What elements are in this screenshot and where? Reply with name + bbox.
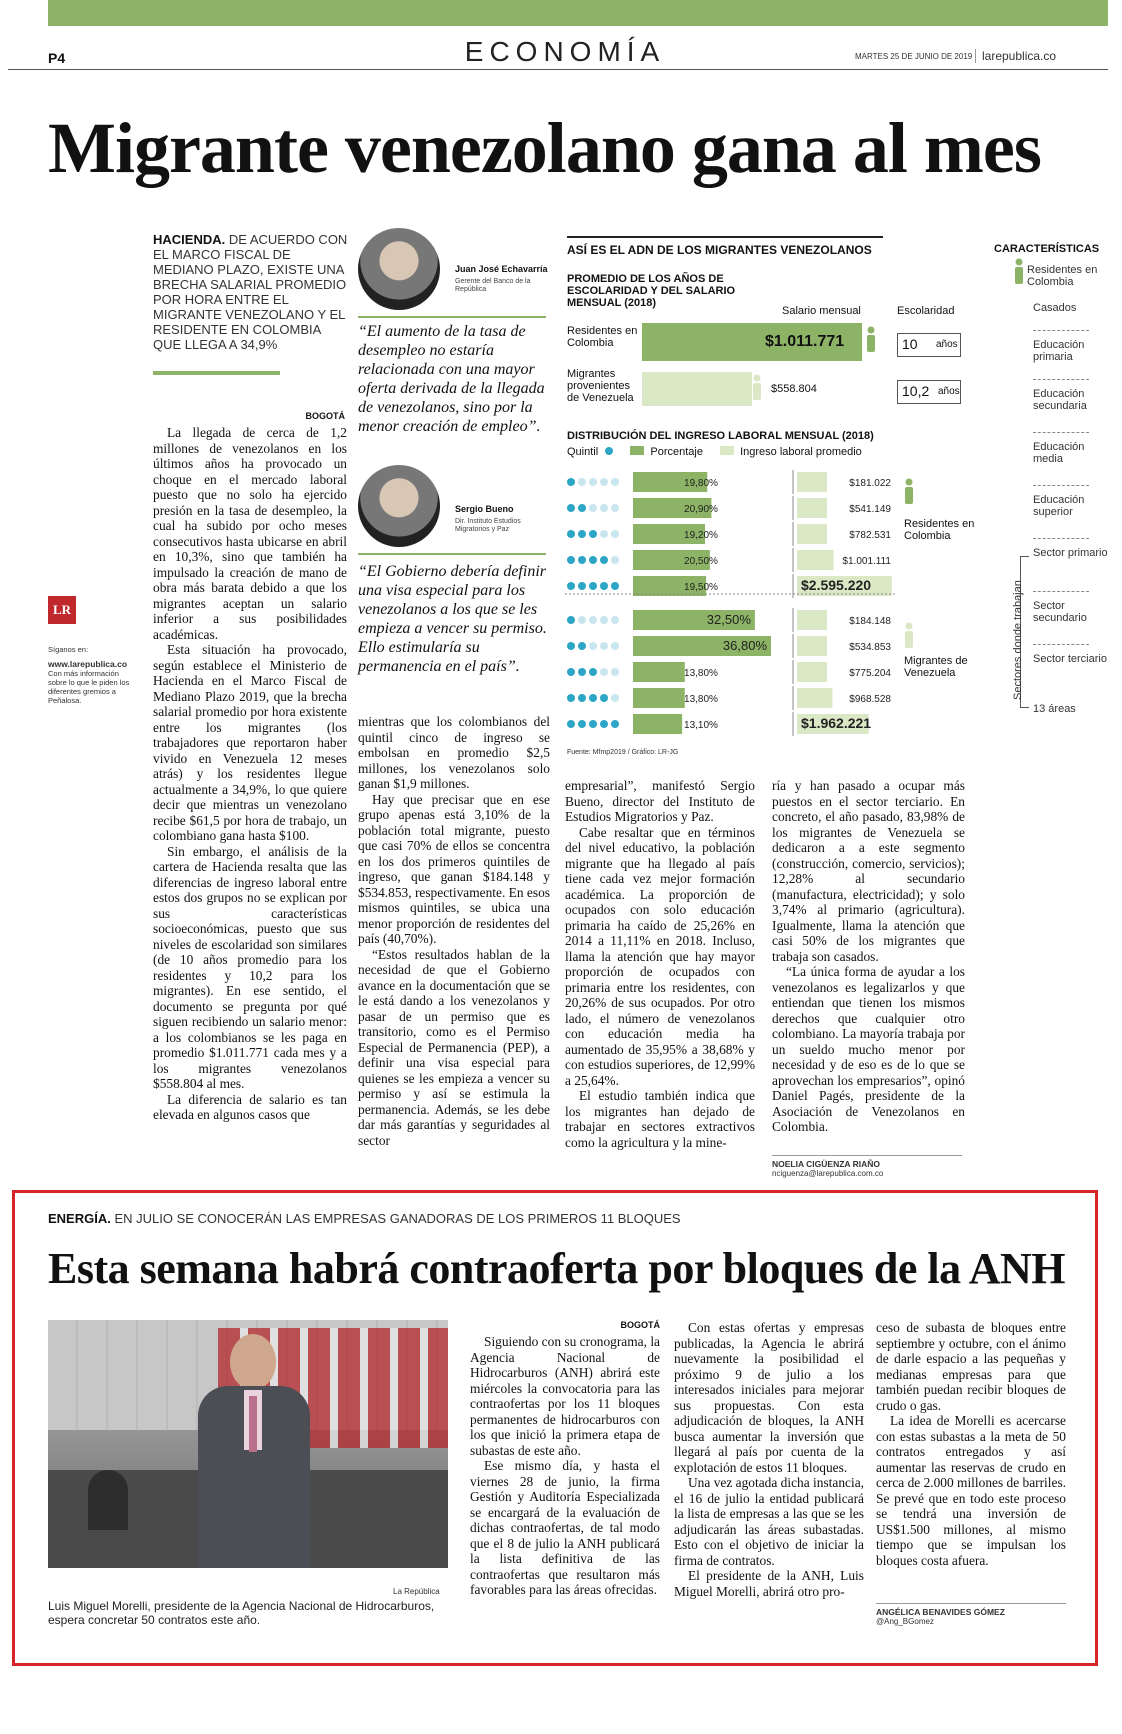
paragraph: “La única forma de ayudar a los venezolanos es legalizarlos y que entiendan que tienen los mismos derechos que cualquier otro colombiano. La mayoría trabaja por un sueldo mucho menor por necesidad y de eso es de lo que se aprovechan los empresarios”, opinó Daniel Pagés, presidente de la Asociación de Venezolanos en Colombia. xyxy=(772,964,965,1134)
section-title: ECONOMÍA xyxy=(464,36,666,67)
paragraph: ceso de subasta de bloques entre septiembre y octubre, con el ánimo de darle espacio a las pequeñas y medianas empresas para que también puedan recibir bloques de crudo o gas. xyxy=(876,1320,1066,1413)
quintile-dot xyxy=(589,616,597,624)
pct-label: 13,10% xyxy=(684,720,718,731)
quintile-dot xyxy=(611,504,619,512)
quintile-dot xyxy=(611,530,619,538)
income-label: $534.853 xyxy=(849,642,891,653)
article-deck xyxy=(153,232,349,352)
pct-label: 19,80% xyxy=(684,478,718,489)
quintile-dot xyxy=(600,556,608,564)
quintile-dot xyxy=(611,478,619,486)
article-column-4 xyxy=(772,778,965,1135)
quintile-dot xyxy=(600,694,608,702)
issue-date: MARTES 25 DE JUNIO DE 2019 xyxy=(855,52,973,61)
photo-credit: La República xyxy=(393,1587,440,1596)
income-bar xyxy=(797,498,827,518)
chart-title: ASÍ ES EL ADN DE LOS MIGRANTES VENEZOLANOS xyxy=(567,243,872,257)
pct-label: 19,50% xyxy=(684,582,718,593)
pct-label: 20,50% xyxy=(684,556,718,567)
quintile-dot xyxy=(589,504,597,512)
quintile-dot xyxy=(600,668,608,676)
deck-text: DE ACUERDO CON EL MARCO FISCAL DE MEDIANO PLAZO, EXISTE UNA BRECHA SALARIAL PROMEDIO POR HORA ENTRE EL MIGRANTE VENEZOLANO Y EL RESIDENTE EN COLOMBIA QUE LLEGA A 34,9% xyxy=(153,232,348,352)
characteristics-title: CARACTERÍSTICAS xyxy=(994,243,1100,255)
quintile-dot xyxy=(567,694,575,702)
char-item: Sector secundario xyxy=(1033,600,1087,624)
person-icon xyxy=(904,622,914,648)
quintile-dot xyxy=(578,556,586,564)
legend-swatch-icon xyxy=(630,446,644,455)
income-label: $782.531 xyxy=(849,530,891,541)
quintile-dot xyxy=(567,668,575,676)
paragraph: empresarial”, manifestó Sergio Bueno, director del Instituto de Estudios Migratorios y Paz. xyxy=(565,778,755,824)
quintile-dot xyxy=(611,668,619,676)
quintile-dot xyxy=(567,582,575,590)
quintile-dot xyxy=(567,720,575,728)
chart-subtitle-dist: DISTRIBUCIÓN DEL INGRESO LABORAL MENSUAL (2018) xyxy=(567,430,874,442)
quintile-dot xyxy=(567,478,575,486)
quintile-dot xyxy=(589,642,597,650)
quote-rule xyxy=(358,553,546,555)
school-unit: años xyxy=(938,386,960,397)
dateline: BOGOTÁ xyxy=(305,411,345,421)
page-title: Migrante venezolano gana al mes xyxy=(48,108,1041,188)
quintile-dot xyxy=(611,616,619,624)
quintile-dot xyxy=(589,694,597,702)
quintile-dot xyxy=(611,642,619,650)
sector-bracket-label: Sectores donde trabajan xyxy=(1012,580,1024,700)
quintile-dot xyxy=(600,720,608,728)
col-salary-label: Salario mensual xyxy=(782,305,861,317)
quintile-dot xyxy=(567,530,575,538)
char-item: Educación superior xyxy=(1033,494,1085,518)
quote2-attribution xyxy=(455,504,555,534)
group-label-migrantes: Migrantes de Venezuela xyxy=(904,655,968,679)
quintile-dot xyxy=(578,642,586,650)
article2-kicker xyxy=(48,1211,681,1226)
header-rule xyxy=(8,69,1108,70)
pct-label: 13,80% xyxy=(684,694,718,705)
income-bar xyxy=(797,688,832,708)
byline-name: ANGÉLICA BENAVIDES GÓMEZ xyxy=(876,1607,1005,1617)
quintile-dot xyxy=(567,504,575,512)
quintile-dot xyxy=(600,642,608,650)
char-item: Educación secundaria xyxy=(1033,388,1087,412)
byline xyxy=(772,1155,962,1178)
page-number: P4 xyxy=(48,50,66,66)
school-box-migrantes xyxy=(897,380,961,404)
group-label-residentes: Residentes en Colombia xyxy=(904,518,975,542)
school-unit: años xyxy=(936,339,958,350)
quintile-dot xyxy=(578,530,586,538)
char-item: Sector terciario xyxy=(1033,653,1107,665)
pct-label: 36,80% xyxy=(722,638,767,653)
quintile-dot xyxy=(567,642,575,650)
pct-label: 19,20% xyxy=(684,530,718,541)
quintile-dot xyxy=(578,582,586,590)
income-bar xyxy=(797,472,827,492)
quote2-role: Dir. Instituto Estudios Migratorios y Paz xyxy=(455,518,521,533)
chart-subtitle-top: PROMEDIO DE LOS AÑOS DE ESCOLARIDAD Y DEL SALARIO MENSUAL (2018) xyxy=(567,273,736,309)
quintile-dot xyxy=(611,556,619,564)
quote2-text: “El Gobierno debería definir una visa especial para los venezolanos a los que se les empieza a vencer su permiso. Ello estimularía su permanencia en el país”. xyxy=(358,563,547,675)
pct-label: 32,50% xyxy=(706,612,751,627)
paragraph: Cabe resaltar que en términos del nivel educativo, la población migrante que ha llegado al país tiene cada vez mejor formación académica. La proporción de ocupados con solo educación primaria ha caído de 25,26% en 2014 a 11,11% en 2018. Incluso, llama la atención que hay mayor proporción de ocupados con primaria entre los residentes, con 20,26% de sus ocupados. Por otro lado, el número de venezolanos con educación media ha aumentado de 35,95% a 38,68% y con estudios superiores, de 12,99% a 25,64%. xyxy=(565,824,755,1088)
quintile-dot xyxy=(589,556,597,564)
paragraph: ría y han pasado a ocupar más puestos en el sector terciario. En concreto, el año pasado, 83,98% de los migrantes de Venezuela se dedicaron a a este segmento (construcción, comercio, servicios); 12,28% al secundario (manufactura, electricidad); y solo 3,74% al primario (agricultura). Igualmente, llama la atención que casi 50% de los migrantes que trabaja son casados. xyxy=(772,778,965,964)
quintile-dot xyxy=(578,616,586,624)
school-years-migrantes: 10,2 xyxy=(902,383,930,399)
income-label: $541.149 xyxy=(849,504,891,515)
quintile-dot xyxy=(600,504,608,512)
quintile-dot xyxy=(611,694,619,702)
quintile-dot xyxy=(578,668,586,676)
deck-rule xyxy=(153,371,280,375)
legend-ingreso: Ingreso laboral promedio xyxy=(740,446,862,458)
paragraph: mientras que los colombianos del quintil cinco de ingreso se embolsan en promedio $2,5 millones, los venezolanos solo ganan $1,9 millones. xyxy=(358,714,550,791)
char-item: Educación media xyxy=(1033,441,1085,465)
paragraph: Sin embargo, el análisis de la cartera de Hacienda resalta que las diferencias de ingreso laboral entre estos dos grupos no se explican por sus características socioeconómicas, puesto que sus niveles de escolaridad son similares (de 10 años promedio para los residentes y 10,2 para los migrantes). En ese sentido, el documento se pregunta por qué siguen recibiendo un salario menor: a los colombianos se les paga en promedio $1.011.771 cada mes y a los migrantes venezolanos $558.804 al mes. xyxy=(153,843,347,1091)
income-label: $968.528 xyxy=(849,694,891,705)
paragraph: El presidente de la ANH, Luis Miguel Morelli, abrirá otro pro- xyxy=(674,1568,864,1599)
pct-bar xyxy=(633,662,685,682)
legend-dot-icon xyxy=(605,447,613,455)
quintile-dot xyxy=(600,530,608,538)
quote-rule xyxy=(358,316,546,318)
deck-kicker: HACIENDA. xyxy=(153,232,226,247)
salary-bar-migrantes xyxy=(642,372,752,406)
byline-handle[interactable]: @Ang_BGomez xyxy=(876,1617,934,1626)
income-bar xyxy=(797,636,827,656)
person-icon xyxy=(752,374,762,400)
chart-source: Fuente: Mfmp2019 / Gráfico: LR-JG xyxy=(567,749,679,756)
paragraph: La llegada de cerca de 1,2 millones de venezolanos en los últimos años ha provocado un choque en el mercado laboral puesto que no solo ha ejercido presión en la tasa de desempleo, la cual ha subido por ocho meses consecutivos hasta ubicarse en abril en 10,3%, sino que también ha impulsado la creación de mano de obra más barata debido a que los migrantes aceptan un salario inferior a sus posibilidades académicas. xyxy=(153,425,347,642)
salary-value-residentes: $1.011.771 xyxy=(765,333,845,350)
quintile-dot xyxy=(611,720,619,728)
income-label: $775.204 xyxy=(849,668,891,679)
person-icon xyxy=(904,478,914,504)
sidebar-note xyxy=(48,645,136,705)
paragraph: “Estos resultados hablan de la necesidad de que el Gobierno avance en la documentación que se le está dando a los venezolanos y pasar de un permiso que es transitorio, como es el Permiso Especial de Permanencia (PEP), a definir una visa especial para quienes se les empieza a vencer su permiso y así se estimula la permanencia. Además, se les debe dar más garantías y seguridades al sector xyxy=(358,946,550,1148)
legend-porcentaje: Porcentaje xyxy=(650,446,703,458)
char-item: 13 áreas xyxy=(1033,703,1076,715)
portrait-juan-jose-echavarria xyxy=(358,228,440,310)
school-years-residentes: 10 xyxy=(902,336,918,352)
article2-column-1 xyxy=(470,1334,660,1598)
article-column-2 xyxy=(358,714,550,1148)
top-color-bar xyxy=(48,0,1108,26)
quote1-attribution xyxy=(455,264,555,294)
lr-logo: LR xyxy=(48,596,76,624)
person-icon xyxy=(1014,258,1024,284)
article2-column-2 xyxy=(674,1320,864,1599)
person-icon xyxy=(866,326,876,352)
paragraph: La diferencia de salario es tan elevada en algunos casos que xyxy=(153,1091,347,1122)
portrait-sergio-bueno xyxy=(358,465,440,547)
income-bar xyxy=(797,610,827,630)
quintile-dot xyxy=(578,478,586,486)
follow-url[interactable]: www.larepublica.co xyxy=(48,659,128,669)
char-item: Educación primaria xyxy=(1033,339,1085,363)
follow-label: Síganos en: xyxy=(48,645,89,654)
pct-bar xyxy=(633,714,682,734)
quintile-dot xyxy=(600,616,608,624)
dist-legend xyxy=(567,446,907,458)
quintile-dot xyxy=(567,616,575,624)
distribution-chart xyxy=(565,464,965,752)
pct-bar xyxy=(633,688,685,708)
quote1-text: “El aumento de la tasa de desempleo no estaría relacionada con una mayor oferta derivada de la llegada de venezolanos, sino por la menor creación de empleo”. xyxy=(358,323,545,435)
quintile-dot xyxy=(600,582,608,590)
row-label-migrantes: Migrantes provenientes de Venezuela xyxy=(567,368,634,404)
paragraph: Con estas ofertas y empresas publicadas, la Agencia le abrirá nuevamente la posibilidad el próximo 9 de julio a los interesados iniciales para mejorar sus propuestas. Con esta adjudicación de bloques, la ANH busca aumentar la inversión que llegará al país por cuenta de la explotación de estos 11 bloques. xyxy=(674,1320,864,1475)
article-column-1 xyxy=(153,425,347,1123)
quintile-dot xyxy=(589,668,597,676)
legend-quintil: Quintil xyxy=(567,446,599,458)
kicker-label: ENERGÍA. xyxy=(48,1211,111,1226)
byline-email[interactable]: nciguenza@larepublica.com.co xyxy=(772,1169,884,1178)
col-school-label: Escolaridad xyxy=(897,305,955,317)
paragraph: El estudio también indica que los migrantes han dejado de trabajar en sectores extractivos como la agricultura y la mine- xyxy=(565,1088,755,1150)
kicker-text: EN JULIO SE CONOCERÁN LAS EMPRESAS GANADORAS DE LOS PRIMEROS 11 BLOQUES xyxy=(114,1211,681,1226)
paragraph: Esta situación ha provocado, según establece el Ministerio de Hacienda en el Marco Fiscal de Mediano Plazo 2019, que la brecha salarial promedio por hora existente entre los migrantes (los trabajadores que reportaron haber vivido en Venezuela 12 meses atrás) y los residentes llegue actualmente a 34,9%, lo que quiere decir que mientras un venezolano recibe $61,5 por hora de trabajo, un colombiano gana hasta $100. xyxy=(153,642,347,843)
quote2-name: Sergio Bueno xyxy=(455,504,514,514)
char-item: Casados xyxy=(1033,302,1077,314)
income-bar xyxy=(797,550,834,570)
article2-photo xyxy=(48,1320,448,1568)
income-label: $184.148 xyxy=(849,616,891,627)
quintile-dot xyxy=(589,478,597,486)
income-label: $1.001.111 xyxy=(842,556,891,567)
site-link[interactable]: larepublica.co xyxy=(975,49,1056,63)
quintile-dot xyxy=(567,556,575,564)
paragraph: Ese mismo día, y hasta el viernes 28 de junio, la firma Gestión y Auditoría Especializada se encargará de la evaluación de dichas contraofertas, de tal modo que el 8 de julio la ANH publicará la lista definitiva de las contraofertas que resultaron más favorables para las áreas ofrecidas. xyxy=(470,1458,660,1597)
pct-label: 20,90% xyxy=(684,504,718,515)
photo-caption: Luis Miguel Morelli, presidente de la Agencia Nacional de Hidrocarburos, espera concretar 50 contratos este año. xyxy=(48,1599,435,1627)
income-label: $1.962.221 xyxy=(801,715,872,731)
follow-note: Con más información sobre lo que le piden los diferentes gremios a Peñalosa. xyxy=(48,669,130,705)
quintile-dot xyxy=(578,504,586,512)
income-bar xyxy=(797,524,827,544)
byline-name: NOELIA CIGÜENZA RIAÑO xyxy=(772,1159,880,1169)
quote1-role: Gerente del Banco de la República xyxy=(455,278,531,293)
legend-swatch-icon xyxy=(720,446,734,455)
row-label-residentes: Residentes en Colombia xyxy=(567,325,638,349)
quintile-dot xyxy=(589,530,597,538)
quintile-dot xyxy=(578,720,586,728)
paragraph: La idea de Morelli es acercarse con estas subastas a la meta de 50 contratos entregados y así aumentar las reservas de crudo en cerca de 2.000 millones de barriles. Se prevé que en todo este proceso se tendrá una inversión de US$1.500 millones, al mismo tiempo que se impulsan los bloques costa afuera. xyxy=(876,1413,1066,1568)
article2-headline: Esta semana habrá contraoferta por bloques de la ANH xyxy=(48,1244,1065,1293)
quote1-name: Juan José Echavarría xyxy=(455,264,548,274)
characteristics-legend: Residentes en Colombia xyxy=(1027,264,1098,288)
paragraph: Hay que precisar que en ese grupo apenas está 3,10% de la población total migrante, puesto que casi 70% de ellos se concentra en los dos primeros quintiles de ingreso, que ganan $184.148 y $534.853, respectivamente. En esos mismos quintiles, se ubica una menor proporción de residentes del país (40,70%). xyxy=(358,791,550,946)
article-column-3 xyxy=(565,778,755,1150)
quintile-dot xyxy=(578,694,586,702)
paragraph: Una vez agotada dicha instancia, el 16 de julio la entidad publicará la lista de empresas a las que se les adjudicarán las áreas subastadas. Esto con el objetivo de iniciar la firma de contratos. xyxy=(674,1475,864,1568)
school-box-residentes xyxy=(897,333,961,357)
paragraph: Siguiendo con su cronograma, la Agencia Nacional de Hidrocarburos (ANH) abrirá este miércoles la convocatoria para las contraofertas por los 11 bloques permanentes de hidrocarburos con los que inició la primera etapa de subastas de este año. xyxy=(470,1334,660,1458)
chart-title-rule xyxy=(567,236,883,238)
income-label: $181.022 xyxy=(849,478,891,489)
salary-value-migrantes: $558.804 xyxy=(771,383,817,395)
byline xyxy=(876,1603,1066,1626)
dateline: BOGOTÁ xyxy=(620,1320,660,1330)
quintile-dot xyxy=(589,582,597,590)
article2-column-3 xyxy=(876,1320,1066,1568)
char-item: Sector primario xyxy=(1033,547,1108,559)
pct-label: 13,80% xyxy=(684,668,718,679)
characteristics-list xyxy=(1033,302,1108,715)
quintile-dot xyxy=(611,582,619,590)
quintile-dot xyxy=(589,720,597,728)
quintile-dot xyxy=(600,478,608,486)
income-bar xyxy=(797,662,827,682)
income-label: $2.595.220 xyxy=(801,577,872,593)
